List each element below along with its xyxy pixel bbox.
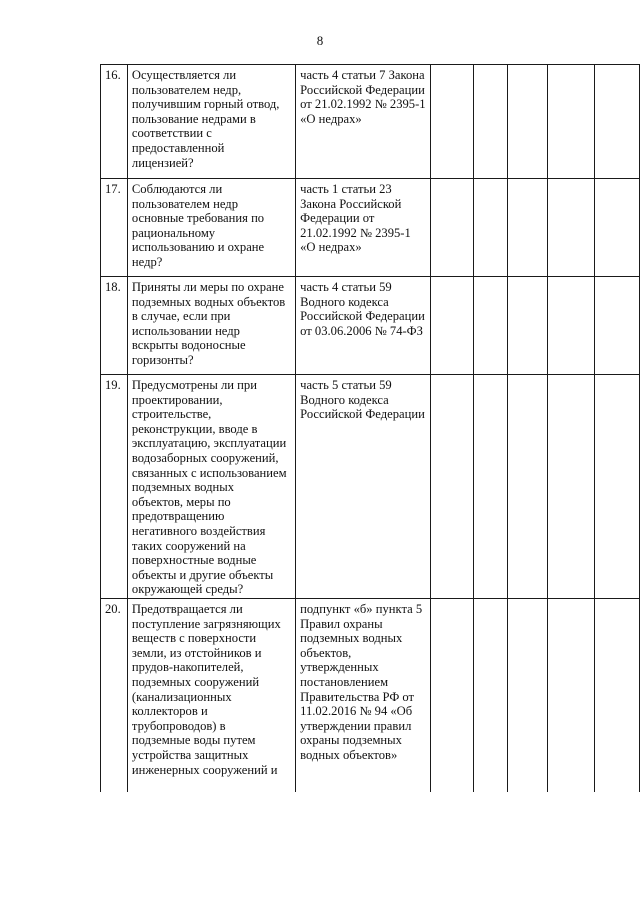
answer-cell bbox=[595, 375, 640, 599]
answer-cell bbox=[548, 179, 595, 277]
answer-cell bbox=[473, 599, 507, 793]
answer-cell bbox=[473, 65, 507, 179]
requirement-question: Приняты ли меры по охране подземных водных объектов в случае, если при использовании недр вскрыты водоносные горизонты? bbox=[127, 277, 295, 375]
answer-cell bbox=[548, 599, 595, 793]
requirement-question: Предусмотрены ли при проектировании, строительстве, реконструкции, вводе в эксплуатацию, эксплуатации водозаборных сооружений, связанных с использованием подземных водных объектов, меры по предотвращению негативного воздействия таких сооружений на поверхностные водные объекты и другие объекты окружающей среды? bbox=[127, 375, 295, 599]
requirement-question: Соблюдаются ли пользователем недр основные требования по рациональному использованию и охране недр? bbox=[127, 179, 295, 277]
answer-cell bbox=[595, 277, 640, 375]
answer-cell bbox=[595, 599, 640, 793]
answer-cell bbox=[508, 65, 548, 179]
answer-cell bbox=[548, 375, 595, 599]
legal-reference: часть 4 статьи 7 Закона Российской Федерации от 21.02.1992 № 2395-1 «О недрах» bbox=[296, 65, 431, 179]
row-number: 17. bbox=[101, 179, 128, 277]
row-number: 18. bbox=[101, 277, 128, 375]
row-number: 16. bbox=[101, 65, 128, 179]
answer-cell bbox=[430, 375, 473, 599]
answer-cell bbox=[548, 277, 595, 375]
legal-reference: часть 5 статьи 59 Водного кодекса Российской Федерации bbox=[296, 375, 431, 599]
page-number: 8 bbox=[316, 33, 324, 48]
table-row bbox=[101, 179, 640, 277]
answer-cell bbox=[508, 599, 548, 793]
table-row bbox=[101, 375, 640, 599]
legal-reference: часть 1 статьи 23 Закона Российской Федерации от 21.02.1992 № 2395-1 «О недрах» bbox=[296, 179, 431, 277]
answer-cell bbox=[595, 179, 640, 277]
table-row bbox=[101, 599, 640, 793]
row-number: 19. bbox=[101, 375, 128, 599]
answer-cell bbox=[595, 65, 640, 179]
legal-reference: часть 4 статьи 59 Водного кодекса Российской Федерации от 03.06.2006 № 74-ФЗ bbox=[296, 277, 431, 375]
answer-cell bbox=[430, 277, 473, 375]
table-row bbox=[101, 65, 640, 179]
table-row bbox=[101, 277, 640, 375]
row-number: 20. bbox=[101, 599, 128, 793]
checklist-table bbox=[100, 64, 640, 792]
answer-cell bbox=[548, 65, 595, 179]
answer-cell bbox=[508, 179, 548, 277]
answer-cell bbox=[430, 65, 473, 179]
answer-cell bbox=[430, 599, 473, 793]
answer-cell bbox=[508, 375, 548, 599]
answer-cell bbox=[430, 179, 473, 277]
answer-cell bbox=[473, 179, 507, 277]
answer-cell bbox=[473, 277, 507, 375]
legal-reference: подпункт «б» пункта 5 Правил охраны подземных водных объектов, утвержденных постановлением Правительства РФ от 11.02.2016 № 94 «Об утверждении правил охраны подземных водных объектов» bbox=[296, 599, 431, 793]
answer-cell bbox=[508, 277, 548, 375]
requirement-question: Предотвращается ли поступление загрязняющих веществ с поверхности земли, из отстойников и прудов-накопителей, подземных сооружений (канализационных коллекторов и трубопроводов) в подземные воды путем устройства защитных инженерных сооружений и bbox=[127, 599, 295, 793]
requirement-question: Осуществляется ли пользователем недр, получившим горный отвод, пользование недрами в соответствии с предоставленной лицензией? bbox=[127, 65, 295, 179]
answer-cell bbox=[473, 375, 507, 599]
